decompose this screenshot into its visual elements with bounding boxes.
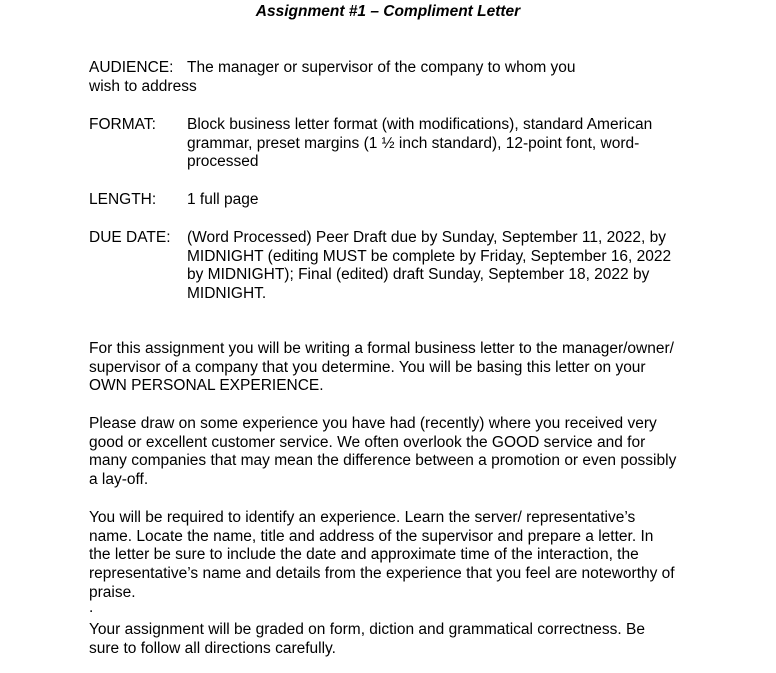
experience-paragraph: Please draw on some experience you have had (recently) where you received very good or excellent customer service. We often overlook the GOOD service and for many companies that may mean the difference between a promotion or even possibly a lay-off. <box>89 415 677 489</box>
due-date-value: (Word Processed) Peer Draft due by Sunday, September 11, 2022, by MIDNIGHT (editing MUST be complete by Friday, September 16, 2022 by MIDNIGHT); Final (edited) draft Sunday, September 18, 2022 by MIDNIGHT. <box>187 229 672 303</box>
format-value: Block business letter format (with modifications), standard American grammar, preset margins (1 ½ inch standard), 12-point font, word-processed <box>187 116 653 171</box>
requirements-paragraph: You will be required to identify an experience. Learn the server/ representative’s name. Locate the name, title and address of the supervisor and prepare a letter. In the letter be sure to include the date and approximate time of the interaction, the representative’s name and details from the experience that you feel are noteworthy of praise. <box>89 509 675 601</box>
due-date-label: DUE DATE: <box>89 229 171 246</box>
audience-field <box>89 59 689 96</box>
audience-value: The manager or supervisor of the company to whom you wish to address <box>89 59 576 95</box>
length-value: 1 full page <box>187 191 259 208</box>
document-title: Assignment #1 – Compliment Letter <box>255 3 521 20</box>
grading-paragraph: Your assignment will be graded on form, diction and grammatical correctness. Be sure to follow all directions carefully. <box>89 621 645 657</box>
stray-period: . <box>89 599 94 616</box>
length-label: LENGTH: <box>89 191 157 208</box>
audience-label: AUDIENCE: <box>89 59 174 76</box>
intro-paragraph: For this assignment you will be writing a formal business letter to the manager/owner/ supervisor of a company that you determine. You will be basing this letter on your OWN PERSONAL EXPERIENCE. <box>89 340 674 395</box>
format-label: FORMAT: <box>89 116 156 133</box>
